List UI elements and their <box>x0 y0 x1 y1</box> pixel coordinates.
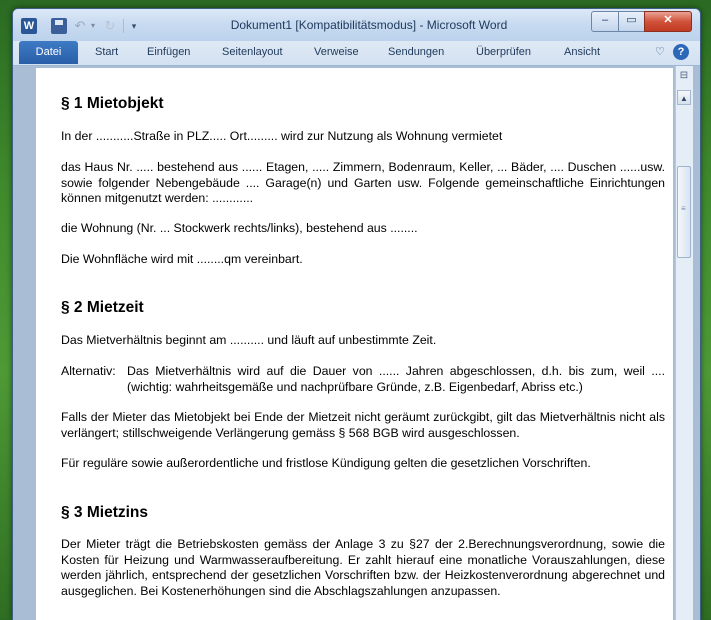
save-icon[interactable] <box>51 18 67 34</box>
paragraph: Für reguläre sowie außerordentliche und fristlose Kündigung gelten die gesetzlichen Vorschriften. <box>61 456 591 470</box>
close-button[interactable]: ✕ <box>644 11 692 32</box>
document-area <box>13 66 700 620</box>
tab-sendungen[interactable]: Sendungen <box>388 46 445 58</box>
paragraph: Der Mieter trägt die Betriebskosten gemäss der Anlage 3 zu §27 der 2.Berechnungsverordnung, sowie die Kosten für Heizung und Warmwasseraufbereitung. Er zahlt hierauf eine monatliche Vorauszahlungen, diese werden jährlich, entsprechend der gesetzlichen Vorschriften bzw. der Heizkostenverordnung abgerechnet und ausgeglichen. Bei Kostenerhöhungen sind die Abschlagszahlungen anzupassen. <box>61 537 665 598</box>
tab-datei[interactable]: Datei <box>19 41 78 64</box>
tab-ansicht[interactable]: Ansicht <box>564 46 601 58</box>
word-app-icon[interactable]: W <box>21 18 37 34</box>
view-ruler-icon[interactable]: ⊟ <box>679 70 689 81</box>
heading-mietzeit: § 2 Mietzeit <box>61 299 144 316</box>
tab-ueberpruefen[interactable]: Überprüfen <box>476 46 532 58</box>
toolbar-divider <box>123 19 124 33</box>
maximize-button[interactable]: ▭ <box>618 11 645 32</box>
alternative-text: Das Mietverhältnis wird auf die Dauer von ...... Jahren abgeschlossen, d.h. bis zum, weil .... (wichtig: wahrheitsgemäße und nachprüfbare Gründe, z.B. Eigenbedarf, Abriss etc.) <box>127 364 665 394</box>
heading-mietzins: § 3 Mietzins <box>61 504 148 521</box>
customize-toolbar-icon[interactable]: ▾ <box>131 21 137 31</box>
document-page[interactable] <box>36 68 673 620</box>
tab-verweise[interactable]: Verweise <box>314 46 359 58</box>
scrollbar-thumb[interactable] <box>677 166 691 258</box>
help-icon[interactable]: ? <box>673 44 689 60</box>
paragraph: Falls der Mieter das Mietobjekt bei Ende der Mietzeit nicht geräumt zurückgibt, gilt das Mietverhältnis nicht als verlängert; stillschweigende Verlängerung gemäss § 568 BGB wird ausgeschlossen. <box>61 410 665 440</box>
grip-icon: ≡ <box>681 204 686 213</box>
undo-icon[interactable]: ↶ <box>74 18 86 33</box>
tab-start[interactable]: Start <box>95 46 119 58</box>
title-bar <box>13 9 700 41</box>
tab-seitenlayout[interactable]: Seitenlayout <box>222 46 283 58</box>
ribbon-minimize-icon[interactable]: ♡ <box>655 46 665 58</box>
undo-dropdown-icon[interactable]: ▾ <box>90 21 95 30</box>
paragraph: Die Wohnfläche wird mit ........qm vereinbart. <box>61 252 303 266</box>
paragraph: Das Mietverhältnis beginnt am .......... und läuft auf unbestimmte Zeit. <box>61 333 437 347</box>
scroll-up-icon[interactable]: ▲ <box>677 90 691 105</box>
window-title: Dokument1 [Kompatibilitätsmodus] - Microsoft Word <box>230 18 508 32</box>
paragraph: das Haus Nr. ..... bestehend aus ...... Etagen, ..... Zimmern, Bodenraum, Keller, ... Bäder, .... Duschen ......usw. sowie folgender Nebengebäude .... Garage(n) und Garten usw. Folgende gemeinschaftliche Einrichtungen können mitgenutzt werden: ............ <box>61 160 665 205</box>
paragraph: die Wohnung (Nr. ... Stockwerk rechts/links), bestehend aus ........ <box>61 221 418 235</box>
redo-icon[interactable]: ↻ <box>104 18 116 33</box>
tab-einfuegen[interactable]: Einfügen <box>147 46 191 58</box>
paragraph: In der ...........Straße in PLZ..... Ort......... wird zur Nutzung als Wohnung vermietet <box>61 129 503 143</box>
ribbon-tabs <box>13 41 700 66</box>
word-window <box>12 8 701 620</box>
vertical-scrollbar[interactable] <box>675 66 693 620</box>
minimize-button[interactable]: – <box>591 11 619 32</box>
alternative-label: Alternativ: <box>61 364 116 378</box>
heading-mietobjekt: § 1 Mietobjekt <box>61 95 164 112</box>
